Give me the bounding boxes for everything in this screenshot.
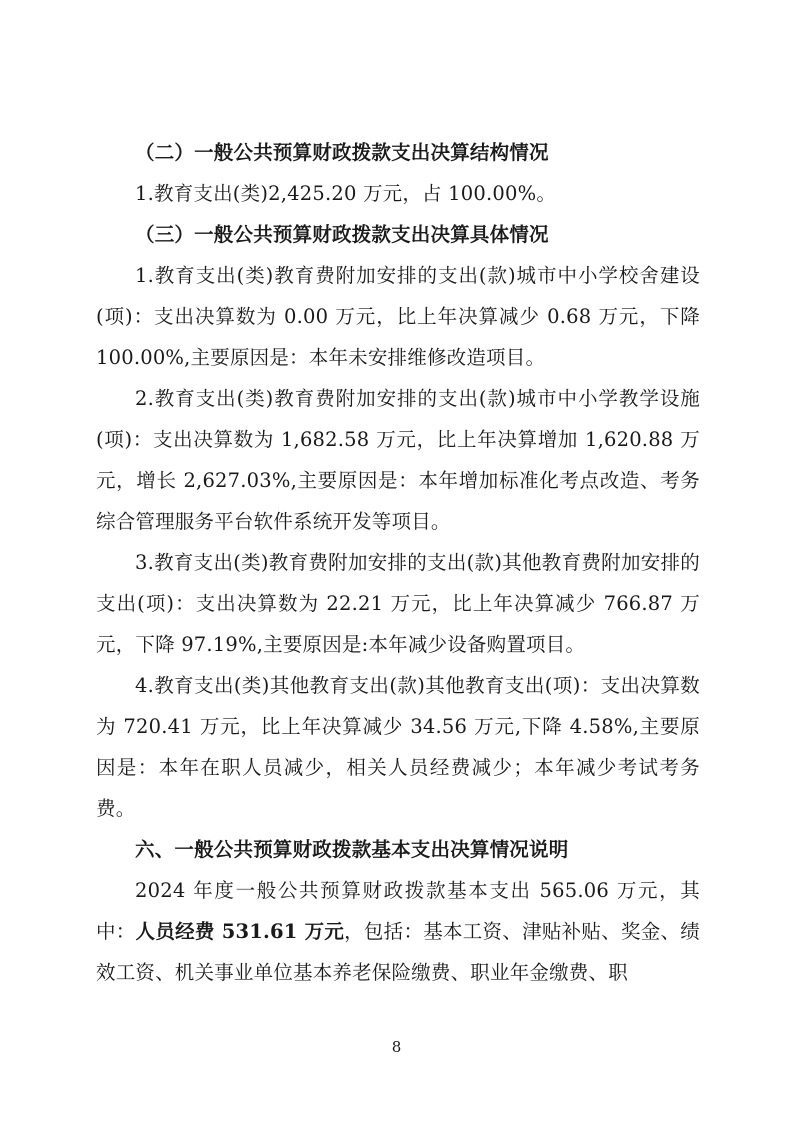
document-body	[96, 132, 700, 993]
heading-structure-of-budget-expenditure: （二）一般公共预算财政拨款支出决算结构情况	[135, 141, 549, 164]
basic-expenditure-lead-text: 2024 年度一般公共预算财政拨款基本支出 565.06 万元，其中：	[96, 879, 700, 943]
paragraph-education-expenditure-total: 1.教育支出(类)2,425.20 万元，占 100.00%。	[135, 182, 557, 205]
heading-specific-situation-of-budget-expenditure: （三）一般公共预算财政拨款支出决算具体情况	[135, 223, 549, 246]
basic-expenditure-tail-text: ，包括：基本工资、津贴补贴、奖金、绩效工资、机关事业单位基本养老保险缴费、职业年金缴费、职	[96, 920, 700, 984]
paragraph-item-2-teaching-facilities: 2.教育支出(类)教育费附加安排的支出(款)城市中小学教学设施(项)：支出决算数为 1,682.58 万元，比上年决算增加 1,620.88 万元，增长 2,627.03%,主要原因是：本年增加标准化考点改造、考务综合管理服务平台软件系统开发等项目。	[96, 387, 700, 533]
paragraph-item-3-other-education-surcharge: 3.教育支出(类)教育费附加安排的支出(款)其他教育费附加安排的支出(项)：支出决算数为 22.21 万元，比上年决算减少 766.87 万元，下降 97.19%,主要原因是:本年减少设备购置项目。	[96, 551, 700, 656]
page-number: 8	[391, 1038, 402, 1056]
heading-section-six-basic-expenditure: 六、一般公共预算财政拨款基本支出决算情况说明	[135, 838, 569, 861]
paragraph-item-1-school-building-construction: 1.教育支出(类)教育费附加安排的支出(款)城市中小学校舍建设(项)：支出决算数为 0.00 万元，比上年决算减少 0.68 万元，下降 100.00%,主要原因是：本年未安排维修改造项目。	[96, 264, 700, 369]
paragraph-item-4-other-education-expenditure: 4.教育支出(类)其他教育支出(款)其他教育支出(项)：支出决算数为 720.41 万元，比上年决算减少 34.56 万元,下降 4.58%,主要原因是：本年在职人员减少，相关人员经费减少；本年减少考试考务费。	[96, 674, 700, 820]
basic-expenditure-emphasis-text: 人员经费 531.61 万元	[135, 920, 345, 943]
paragraph-basic-expenditure-detail	[96, 870, 700, 993]
